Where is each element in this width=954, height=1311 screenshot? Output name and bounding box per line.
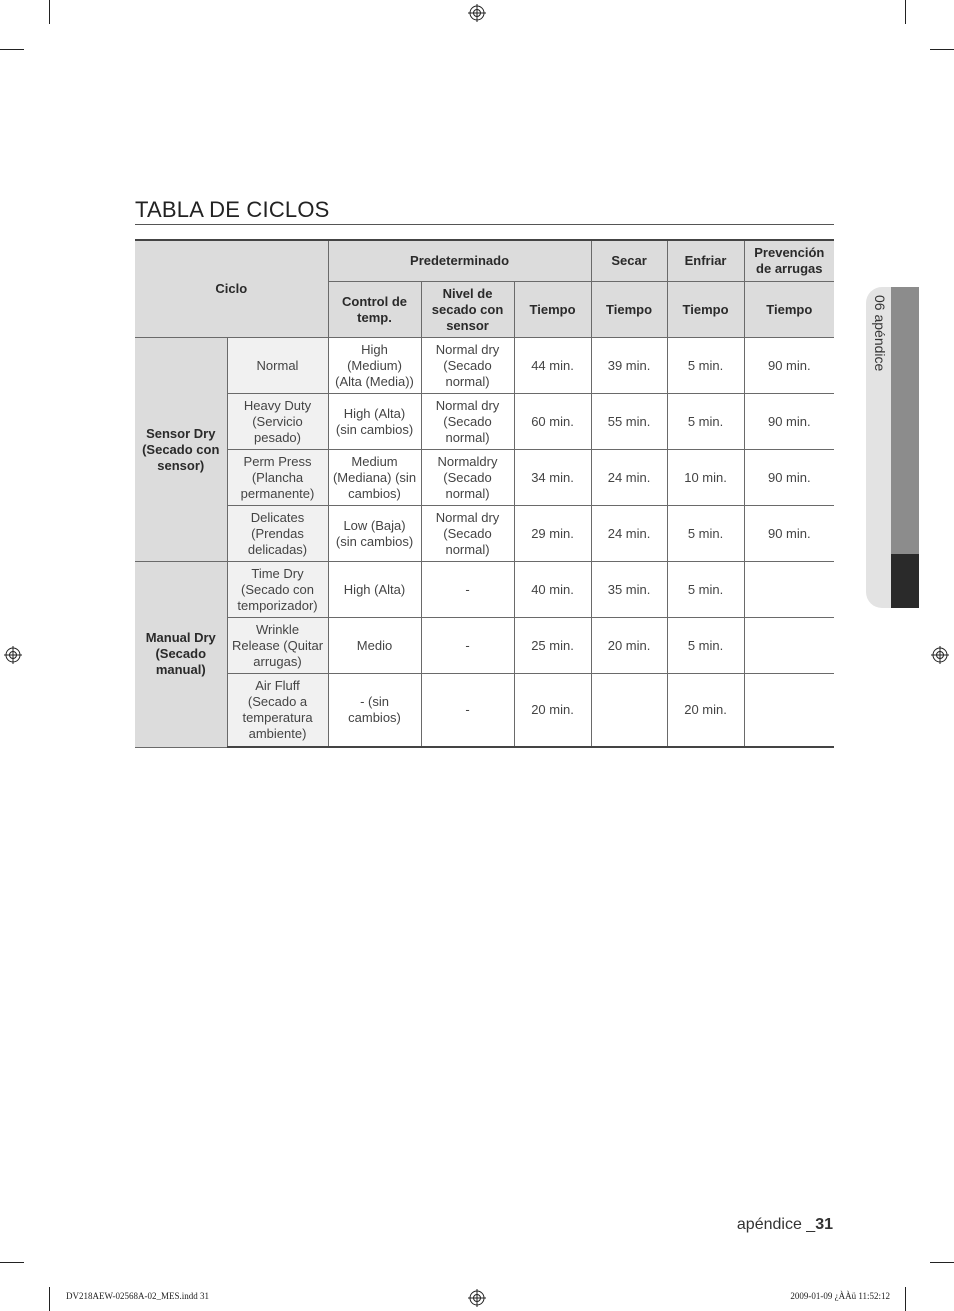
temp-cell: High (Alta) (sin cambios)	[328, 394, 421, 450]
temp-cell: High (Medium) (Alta (Media))	[328, 338, 421, 394]
crop-mark	[49, 0, 50, 24]
level-cell: Normal dry (Secado normal)	[421, 506, 514, 562]
header-enfriar: Enfriar	[667, 240, 744, 282]
cycle-name: Air Fluff (Secado a temperatura ambiente)	[227, 674, 328, 748]
wrinkle-cell	[744, 674, 834, 748]
crop-mark	[930, 49, 954, 50]
table-row	[135, 618, 834, 674]
time-cell: 20 min.	[514, 674, 591, 748]
wrinkle-cell: 90 min.	[744, 338, 834, 394]
level-cell: Normal dry (Secado normal)	[421, 338, 514, 394]
time-cell: 44 min.	[514, 338, 591, 394]
header-tiempo: Tiempo	[744, 282, 834, 338]
header-ciclo: Ciclo	[135, 240, 328, 338]
time-cell: 29 min.	[514, 506, 591, 562]
cycle-name: Time Dry (Secado con temporizador)	[227, 562, 328, 618]
wrinkle-cell	[744, 562, 834, 618]
print-slug-timestamp: 2009-01-09 ¿ÀÀü 11:52:12	[790, 1291, 890, 1301]
table-row	[135, 450, 834, 506]
cool-cell: 20 min.	[667, 674, 744, 748]
time-cell: 40 min.	[514, 562, 591, 618]
cool-cell: 5 min.	[667, 618, 744, 674]
header-tiempo: Tiempo	[591, 282, 667, 338]
table-row	[135, 674, 834, 748]
header-prevencion: Prevención de arrugas	[744, 240, 834, 282]
temp-cell: Medium (Mediana) (sin cambios)	[328, 450, 421, 506]
group-label: Sensor Dry (Secado con sensor)	[135, 338, 227, 562]
print-slug-file: DV218AEW-02568A-02_MES.indd 31	[66, 1291, 209, 1301]
crop-mark	[0, 49, 24, 50]
wrinkle-cell: 90 min.	[744, 394, 834, 450]
level-cell: Normal dry (Secado normal)	[421, 394, 514, 450]
header-predeterminado: Predeterminado	[328, 240, 591, 282]
level-cell: Normaldry (Secado normal)	[421, 450, 514, 506]
crop-mark	[0, 1262, 24, 1263]
chapter-side-tab	[866, 287, 919, 608]
cycle-name: Wrinkle Release (Quitar arrugas)	[227, 618, 328, 674]
time-cell: 25 min.	[514, 618, 591, 674]
temp-cell: Medio	[328, 618, 421, 674]
chapter-tab-label: 06 apéndice	[872, 295, 888, 372]
cycle-name: Normal	[227, 338, 328, 394]
cool-cell: 5 min.	[667, 338, 744, 394]
page-title: TABLA DE CICLOS	[135, 197, 330, 222]
dry-cell: 35 min.	[591, 562, 667, 618]
cool-cell: 5 min.	[667, 506, 744, 562]
registration-mark-icon	[931, 646, 949, 664]
table-row	[135, 338, 834, 394]
time-cell: 60 min.	[514, 394, 591, 450]
header-tiempo: Tiempo	[667, 282, 744, 338]
table-row	[135, 394, 834, 450]
dry-cell	[591, 674, 667, 748]
header-tiempo: Tiempo	[514, 282, 591, 338]
footer-section: apéndice _	[736, 1216, 816, 1233]
wrinkle-cell: 90 min.	[744, 506, 834, 562]
header-secar: Secar	[591, 240, 667, 282]
cycle-name: Delicates (Prendas delicadas)	[227, 506, 328, 562]
dry-cell: 24 min.	[591, 450, 667, 506]
temp-cell: - (sin cambios)	[328, 674, 421, 748]
cool-cell: 5 min.	[667, 394, 744, 450]
level-cell: -	[421, 674, 514, 748]
cool-cell: 10 min.	[667, 450, 744, 506]
table-row	[135, 562, 834, 618]
header-nivel-secado: Nivel de secado con sensor	[421, 282, 514, 338]
header-control-temp: Control de temp.	[328, 282, 421, 338]
crop-mark	[49, 1287, 50, 1311]
crop-mark	[905, 1287, 906, 1311]
registration-mark-icon	[468, 1289, 486, 1307]
chapter-tab-gray-bar	[891, 287, 919, 554]
dry-cell: 24 min.	[591, 506, 667, 562]
cycle-name: Heavy Duty (Servicio pesado)	[227, 394, 328, 450]
chapter-tab-dark-bar	[891, 554, 919, 608]
temp-cell: Low (Baja) (sin cambios)	[328, 506, 421, 562]
table-row	[135, 506, 834, 562]
wrinkle-cell: 90 min.	[744, 450, 834, 506]
dry-cell: 20 min.	[591, 618, 667, 674]
dry-cell: 55 min.	[591, 394, 667, 450]
cool-cell: 5 min.	[667, 562, 744, 618]
cycle-name: Perm Press (Plancha permanente)	[227, 450, 328, 506]
crop-mark	[905, 0, 906, 24]
page-number: 31	[815, 1216, 833, 1233]
temp-cell: High (Alta)	[328, 562, 421, 618]
title-divider	[135, 224, 834, 225]
crop-mark	[930, 1262, 954, 1263]
wrinkle-cell	[744, 618, 834, 674]
level-cell: -	[421, 562, 514, 618]
dry-cell: 39 min.	[591, 338, 667, 394]
group-label: Manual Dry (Secado manual)	[135, 562, 227, 748]
registration-mark-icon	[468, 4, 486, 22]
level-cell: -	[421, 618, 514, 674]
time-cell: 34 min.	[514, 450, 591, 506]
registration-mark-icon	[4, 646, 22, 664]
page-footer	[737, 1216, 833, 1234]
cycle-table	[135, 239, 834, 748]
